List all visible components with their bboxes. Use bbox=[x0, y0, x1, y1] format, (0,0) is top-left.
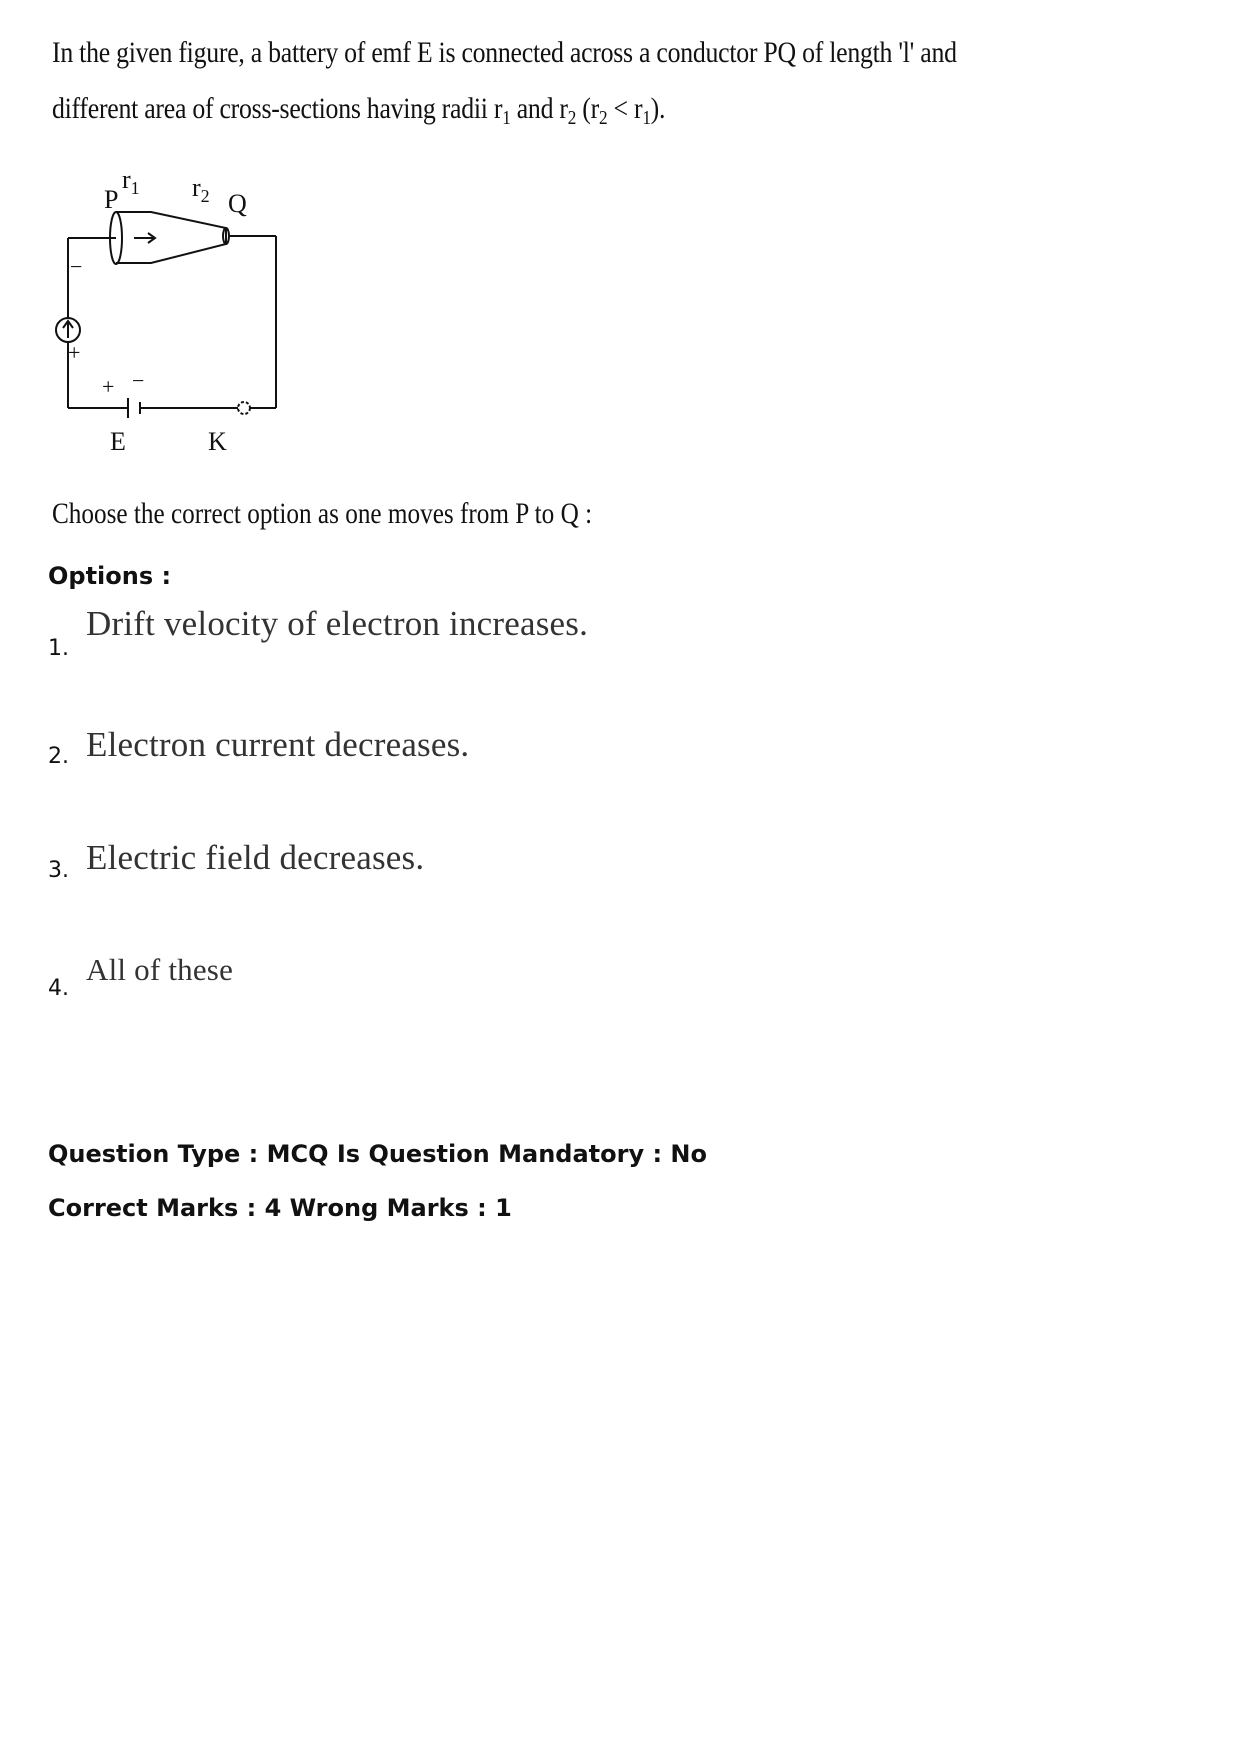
key-icon bbox=[238, 402, 250, 414]
conductor-pq bbox=[116, 212, 226, 263]
label-r2: $r_2$ bbox=[192, 173, 210, 206]
marks-line: Correct Marks : 4 Wrong Marks : 1 bbox=[48, 1194, 512, 1222]
option-3-text[interactable]: Electric field decreases. bbox=[86, 838, 425, 877]
option-4-number: 4. bbox=[48, 976, 69, 1001]
option-1-number: 1. bbox=[48, 636, 69, 661]
circuit-diagram bbox=[48, 160, 288, 460]
option-2-number: 2. bbox=[48, 744, 69, 769]
option-3-number: 3. bbox=[48, 858, 69, 883]
option-4-text[interactable]: All of these bbox=[86, 952, 234, 987]
option-2-text[interactable]: Electron current decreases. bbox=[86, 725, 470, 764]
question-prompt: Choose the correct option as one moves from P to Q : bbox=[52, 497, 593, 530]
question-text-line-1: In the given figure, a battery of emf E is connected across a conductor PQ of length 'l' and bbox=[52, 36, 957, 69]
options-heading: Options : bbox=[48, 562, 172, 590]
battery-minus-sign: − bbox=[132, 368, 145, 393]
option-1-text[interactable]: Drift velocity of electron increases. bbox=[86, 604, 589, 643]
battery-plus-sign: + bbox=[102, 374, 115, 399]
question-text-line-2: different area of cross-sections having radii $r_1$ and $r_2$ $(r_2 < r_1)$. bbox=[52, 92, 666, 129]
question-type-line: Question Type : MCQ Is Question Mandatory : No bbox=[48, 1140, 707, 1168]
label-k: K bbox=[208, 427, 227, 456]
sign-plus: + bbox=[68, 340, 81, 365]
sign-minus: − bbox=[70, 254, 83, 279]
label-e: E bbox=[110, 427, 126, 456]
label-q: Q bbox=[228, 189, 247, 218]
label-r1: $r_1$ bbox=[122, 165, 140, 198]
label-p: P bbox=[104, 185, 119, 214]
